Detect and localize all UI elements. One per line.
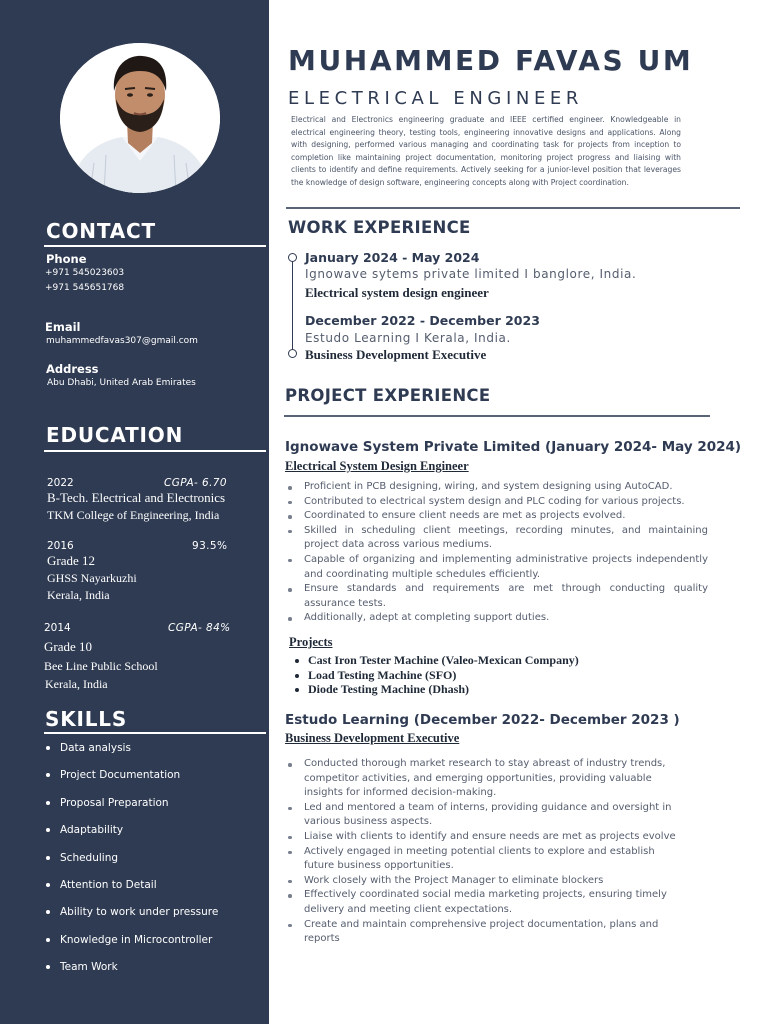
- education-year: 2014: [44, 622, 71, 634]
- project-role: Business Development Executive: [285, 731, 460, 745]
- skills-list: [45, 741, 218, 988]
- work-date: December 2022 - December 2023: [305, 313, 540, 328]
- bullet-item: Led and mentored a team of interns, providing guidance and oversight in various business aspects.: [285, 801, 685, 830]
- bullet-item: Create and maintain comprehensive project documentation, plans and reports: [285, 918, 685, 947]
- skills-divider: [44, 732, 266, 734]
- bullet-item: Capable of organizing and implementing administrative projects independently and coordinating multiple schedules efficiently.: [285, 553, 708, 582]
- skill-item: Adaptability: [45, 823, 218, 850]
- project-role: Electrical System Design Engineer: [285, 459, 469, 473]
- bullet-item: Work closely with the Project Manager to eliminate blockers: [285, 874, 685, 889]
- project-bullets: [285, 757, 685, 947]
- phone-number-1[interactable]: +971 545023603: [45, 268, 125, 278]
- education-degree: Grade 10: [44, 639, 93, 654]
- bullet-item: Skilled in scheduling client meetings, recording minutes, and maintaining project data across various mediums.: [285, 524, 708, 553]
- education-grade: CGPA- 84%: [168, 622, 231, 634]
- education-grade: 93.5%: [192, 540, 228, 552]
- profile-photo: [60, 43, 220, 193]
- skill-item: Attention to Detail: [45, 878, 218, 905]
- skill-item: Proposal Preparation: [45, 796, 218, 823]
- email-address[interactable]: muhammedfavas307@gmail.com: [46, 336, 198, 346]
- bullet-item: Proficient in PCB designing, wiring, and system designing using AutoCAD.: [285, 480, 708, 495]
- education-school: TKM College of Engineering, India: [47, 508, 220, 522]
- project-item: Diode Testing Machine (Dhash): [295, 682, 579, 697]
- timeline-dot: [288, 349, 297, 358]
- education-degree: Grade 12: [47, 553, 96, 568]
- address-value: Abu Dhabi, United Arab Emirates: [47, 378, 196, 388]
- skill-item: Knowledge in Microcontroller: [45, 933, 218, 960]
- projects-list: [295, 653, 579, 697]
- sidebar: [0, 0, 269, 1024]
- phone-label: Phone: [46, 252, 87, 266]
- skill-item: Ability to work under pressure: [45, 905, 218, 932]
- phone-number-2[interactable]: +971 545651768: [45, 283, 125, 293]
- skill-item: Data analysis: [45, 741, 218, 768]
- bullet-item: Ensure standards and requirements are met through conducting quality assurance tests.: [285, 582, 708, 611]
- work-experience-heading: WORK EXPERIENCE: [288, 218, 471, 237]
- education-grade: CGPA- 6.70: [164, 477, 227, 489]
- education-school: GHSS Nayarkuzhi: [47, 571, 137, 585]
- project-bullets: [285, 480, 708, 626]
- work-role: Business Development Executive: [305, 347, 487, 362]
- skill-item: Scheduling: [45, 851, 218, 878]
- project-company: Ignowave System Private Limited (January 2024- May 2024): [285, 439, 742, 455]
- profile-summary: Electrical and Electronics engineering graduate and IEEE certified engineer. Knowledgeable in electrical engineering theory, testing tools, engineering innovative designs and applications. Along with designing, performed various managing and coordinating task for projects from inception to completion like maintaining project documentation, monitoring project progress and liaising with clients to identify and define requirements. Actively seeking for a junior-level position that leverages the knowledge of design software, engineering concepts along with Project coordination.: [291, 115, 681, 187]
- bullet-item: Additionally, adept at completing support duties.: [285, 611, 708, 626]
- skill-item: Project Documentation: [45, 768, 218, 795]
- header-divider: [286, 207, 740, 209]
- education-year: 2022: [47, 477, 74, 489]
- project-item: Cast Iron Tester Machine (Valeo-Mexican Company): [295, 653, 579, 668]
- bullet-item: Contributed to electrical system design and PLC coding for various projects.: [285, 495, 708, 510]
- bullet-item: Coordinated to ensure client needs are met as projects evolved.: [285, 509, 708, 524]
- work-company: Estudo Learning I Kerala, India.: [305, 331, 511, 345]
- education-year: 2016: [47, 540, 74, 552]
- bullet-item: Liaise with clients to identify and ensure needs are met as projects evolve: [285, 830, 685, 845]
- contact-heading: CONTACT: [46, 219, 156, 243]
- project-divider: [284, 415, 710, 417]
- work-role: Electrical system design engineer: [305, 285, 489, 300]
- bullet-item: Conducted thorough market research to stay abreast of industry trends, competitor activities, and emerging opportunities, providing valuable insights for informed decision-making.: [285, 757, 685, 801]
- candidate-title: ELECTRICAL ENGINEER: [288, 88, 583, 109]
- project-company: Estudo Learning (December 2022- December 2023 ): [285, 712, 680, 728]
- project-experience-heading: PROJECT EXPERIENCE: [285, 386, 491, 405]
- work-company: Ignowave sytems private limited I banglore, India.: [305, 267, 637, 281]
- timeline-dot: [288, 253, 297, 262]
- education-degree: B-Tech. Electrical and Electronics: [47, 490, 226, 505]
- candidate-name: MUHAMMED FAVAS UM: [288, 44, 694, 77]
- education-heading: EDUCATION: [46, 423, 184, 447]
- education-school: Bee Line Public School: [44, 659, 158, 673]
- timeline-line: [292, 257, 293, 354]
- education-location: Kerala, India: [45, 677, 108, 691]
- bullet-item: Effectively coordinated social media marketing projects, ensuring timely delivery and meeting client expectations.: [285, 888, 685, 917]
- skills-heading: SKILLS: [45, 707, 128, 731]
- contact-divider: [44, 245, 266, 247]
- skill-item: Team Work: [45, 960, 218, 987]
- projects-subheading: Projects: [289, 635, 333, 649]
- education-location: Kerala, India: [47, 588, 110, 602]
- work-date: January 2024 - May 2024: [305, 250, 480, 265]
- address-label: Address: [46, 362, 99, 376]
- project-item: Load Testing Machine (SFO): [295, 668, 579, 683]
- education-divider: [44, 450, 266, 452]
- bullet-item: Actively engaged in meeting potential clients to explore and establish future business opportunities.: [285, 845, 685, 874]
- email-label: Email: [45, 320, 81, 334]
